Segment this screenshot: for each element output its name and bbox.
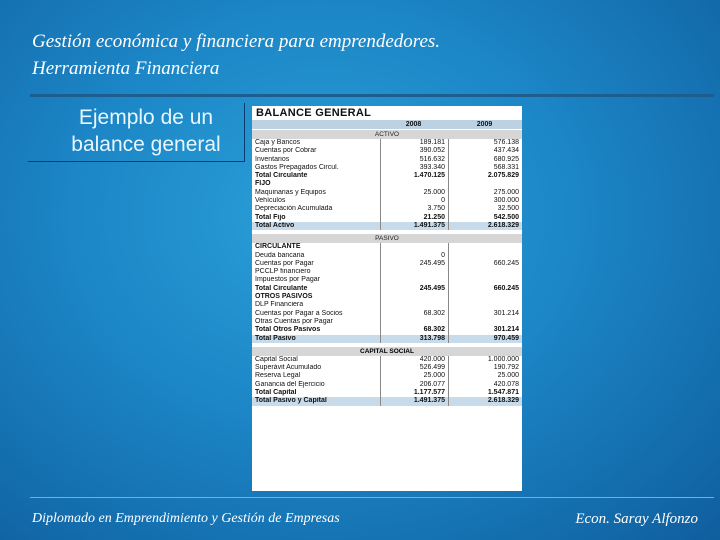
year-header-col2: 2009 (476, 121, 493, 128)
row-value-2009: 420.078 (493, 380, 519, 388)
section-gap (252, 343, 522, 346)
row-label: PCCLP financiero (252, 268, 381, 276)
row-value-2009: 1.000.000 (487, 355, 519, 363)
row-value-2008 (381, 180, 449, 188)
row-value-2008: 1.491.375 (381, 222, 449, 230)
balance-row (252, 310, 522, 318)
row-value-2009: 190.792 (493, 364, 519, 372)
row-value-2009: 1.547.871 (487, 389, 519, 397)
row-value-2009: 2.618.329 (487, 221, 519, 229)
balance-row (252, 214, 522, 222)
row-label: Total Pasivo (252, 335, 381, 343)
row-value-2008: 25.000 (381, 189, 449, 197)
balance-row (252, 156, 522, 164)
row-value-2008: 0 (381, 252, 449, 260)
row-value-2009: 275.000 (493, 188, 519, 196)
row-label: Ganancia del Ejercicio (252, 381, 381, 389)
row-value-2008 (381, 276, 449, 284)
balance-row (252, 139, 522, 147)
section-gap (252, 230, 522, 233)
row-value-2009: 32.500 (497, 205, 519, 213)
row-label: Superávit Acumulado (252, 364, 381, 372)
row-value-2009 (449, 268, 522, 276)
row-value-2008 (381, 301, 449, 309)
row-label: OTROS PASIVOS (252, 293, 381, 301)
row-label: Capital Social (252, 356, 381, 364)
row-value-2009 (449, 301, 522, 309)
balance-row (252, 326, 522, 334)
pasivo-heading: PASIVO (252, 234, 522, 243)
balance-row (252, 164, 522, 172)
row-value-2008: 245.495 (381, 285, 449, 293)
row-label: Otras Cuentas por Pagar (252, 318, 381, 326)
balance-row (252, 222, 522, 230)
row-label: Gastos Prepagados Circul. (252, 164, 381, 172)
slide-title (32, 28, 440, 82)
capital-rows (252, 356, 522, 406)
balance-row (252, 335, 522, 343)
row-value-2009: 542.500 (493, 213, 519, 221)
row-value-2009 (449, 276, 522, 284)
row-label: Maquinarias y Equipos (252, 189, 381, 197)
row-value-2008 (381, 318, 449, 326)
row-value-2008: 25.000 (381, 372, 449, 380)
activo-section (252, 130, 522, 230)
row-label: Cuentas por Pagar (252, 260, 381, 268)
row-value-2009 (449, 180, 522, 188)
row-value-2009: 660.245 (493, 259, 519, 267)
balance-row (252, 318, 522, 326)
row-value-2008: 206.077 (381, 381, 449, 389)
balance-row (252, 389, 522, 397)
row-value-2008: 68.302 (381, 310, 449, 318)
slide-title-line1: Gestión económica y financiera para emprendedores. (32, 31, 441, 52)
balance-row (252, 260, 522, 268)
row-value-2009: 2.075.829 (487, 172, 519, 180)
row-label: CIRCULANTE (252, 243, 381, 251)
row-label: Impuestos por Pagar (252, 276, 381, 284)
row-label: Total Activo (252, 222, 381, 230)
capital-section (252, 347, 522, 406)
row-value-2008 (381, 293, 449, 301)
row-value-2008 (381, 243, 449, 251)
balance-sheet-title: BALANCE GENERAL (256, 107, 372, 119)
row-value-2008: 420.000 (381, 356, 449, 364)
subtitle-line1: Ejemplo de un (78, 106, 214, 129)
balance-row (252, 285, 522, 293)
row-value-2008: 526.499 (381, 364, 449, 372)
row-value-2008: 68.302 (381, 326, 449, 334)
pasivo-rows (252, 243, 522, 343)
row-value-2008: 313.798 (381, 335, 449, 343)
row-value-2008: 245.495 (381, 260, 449, 268)
row-value-2008: 1.177.577 (381, 389, 449, 397)
balance-row (252, 197, 522, 205)
row-value-2009 (449, 252, 522, 260)
balance-row (252, 172, 522, 180)
row-label: Cuentas por Pagar a Socios (252, 310, 381, 318)
activo-rows (252, 139, 522, 230)
balance-row (252, 268, 522, 276)
row-value-2009: 301.214 (493, 309, 519, 317)
balance-row (252, 276, 522, 284)
slide-subtitle (54, 104, 238, 158)
row-value-2008: 516.632 (381, 156, 449, 164)
row-value-2009: 660.245 (493, 284, 519, 292)
row-value-2009 (449, 293, 522, 301)
footer-course: Diplomado en Emprendimiento y Gestión de Empresas (32, 511, 340, 526)
footer-divider (30, 497, 714, 498)
balance-row (252, 372, 522, 380)
row-label: Total Circulante (252, 285, 381, 293)
row-label: Cuentas por Cobrar (252, 147, 381, 155)
row-value-2009: 2.618.329 (487, 397, 519, 405)
slide-title-line2: Herramienta Financiera (32, 58, 220, 79)
row-label: Caja y Bancos (252, 139, 381, 147)
row-label: FIJO (252, 180, 381, 188)
balance-row (252, 189, 522, 197)
row-label: Vehículos (252, 197, 381, 205)
row-label: Reserva Legal (252, 372, 381, 380)
balance-row (252, 243, 522, 251)
row-label: Total Circulante (252, 172, 381, 180)
row-value-2008: 393.340 (381, 164, 449, 172)
subtitle-line2: balance general (71, 133, 221, 156)
row-label: Total Fijo (252, 214, 381, 222)
capital-heading: CAPITAL SOCIAL (252, 347, 522, 356)
row-value-2008: 21.250 (381, 214, 449, 222)
row-value-2009: 576.138 (493, 139, 519, 146)
year-header-col1: 2008 (405, 121, 422, 128)
balance-row (252, 293, 522, 301)
row-label: DLP Financiera (252, 301, 381, 309)
row-value-2008: 0 (381, 197, 449, 205)
row-value-2008: 189.181 (381, 139, 449, 147)
row-value-2009: 25.000 (497, 372, 519, 380)
row-label: Total Capital (252, 389, 381, 397)
balance-row (252, 356, 522, 364)
balance-row (252, 397, 522, 405)
row-label: Total Otros Pasivos (252, 326, 381, 334)
balance-sheet-image (252, 106, 522, 491)
footer-author: Econ. Saray Alfonzo (575, 511, 698, 527)
row-value-2008 (381, 268, 449, 276)
row-value-2009: 437.434 (493, 147, 519, 155)
balance-row (252, 364, 522, 372)
balance-row (252, 205, 522, 213)
year-header-blank (252, 120, 380, 129)
row-label: Depreciación Acumulada (252, 205, 381, 213)
row-value-2009: 680.925 (493, 155, 519, 163)
row-value-2009: 300.000 (493, 197, 519, 205)
row-value-2008: 3.750 (381, 205, 449, 213)
row-label: Deuda bancaria (252, 252, 381, 260)
row-value-2008: 1.491.375 (381, 397, 449, 405)
row-value-2008: 1.470.125 (381, 172, 449, 180)
row-label: Inventarios (252, 156, 381, 164)
row-value-2009: 568.331 (493, 163, 519, 171)
row-value-2009: 301.214 (493, 326, 519, 334)
balance-row (252, 180, 522, 188)
balance-row (252, 147, 522, 155)
row-label: Total Pasivo y Capital (252, 397, 381, 405)
pasivo-section (252, 234, 522, 343)
year-header (252, 120, 522, 129)
balance-row (252, 301, 522, 309)
balance-row (252, 252, 522, 260)
row-value-2009 (449, 318, 522, 326)
row-value-2009 (449, 243, 522, 251)
activo-heading: ACTIVO (252, 130, 522, 139)
title-divider (30, 94, 714, 97)
row-value-2009: 970.459 (493, 334, 519, 342)
balance-row (252, 381, 522, 389)
row-value-2008: 390.052 (381, 147, 449, 155)
